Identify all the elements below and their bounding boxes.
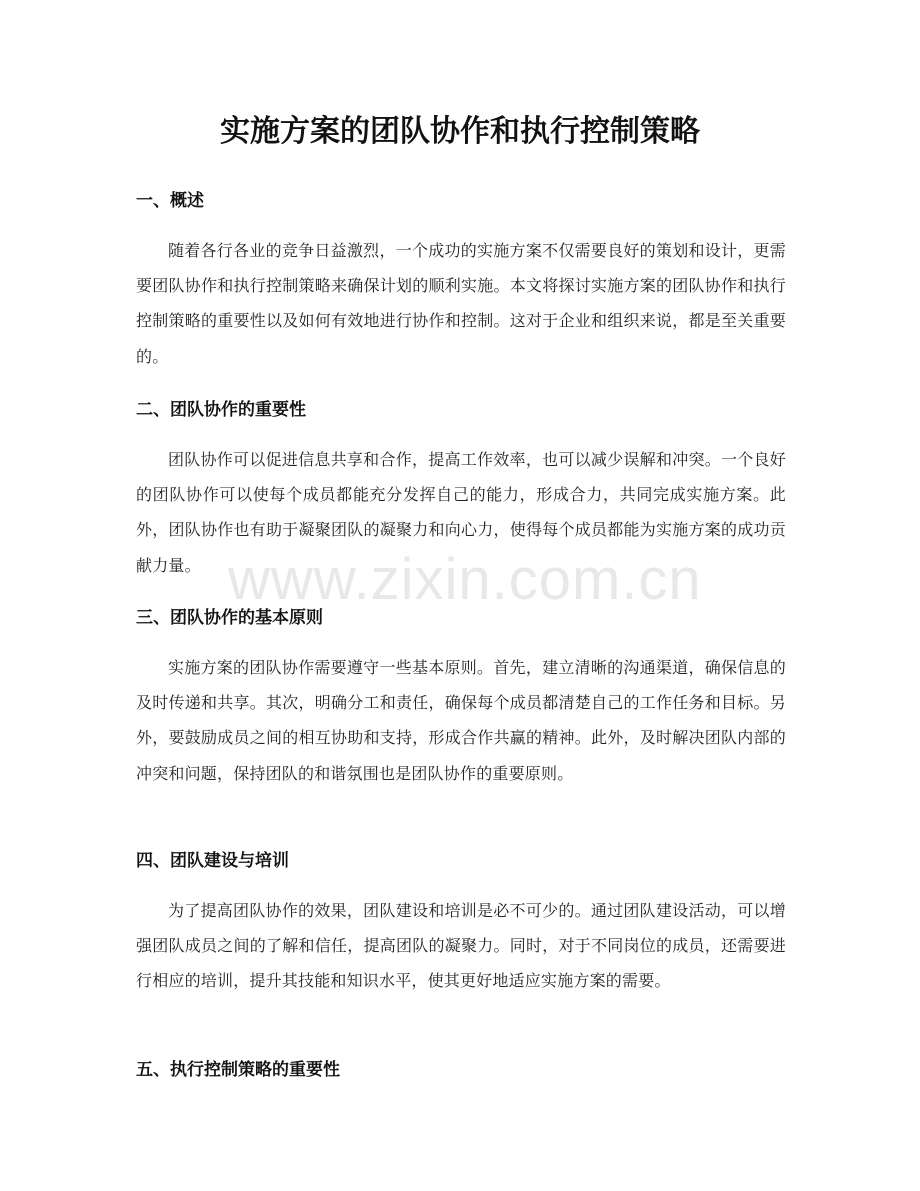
section-body-team-building: 为了提高团队协作的效果，团队建设和培训是必不可少的。通过团队建设活动，可以增强团队成员之间的了解和信任，提高团队的凝聚力。同时，对于不同岗位的成员，还需要进行相应的培训，提升其技能和知识水平，使其更好地适应实施方案的需要。 xyxy=(136,901,786,991)
section-heading-teamwork-principles: 三、团队协作的基本原则 xyxy=(136,608,323,628)
section-heading-teamwork-importance: 二、团队协作的重要性 xyxy=(136,400,306,420)
section-body-teamwork-principles: 实施方案的团队协作需要遵守一些基本原则。首先，建立清晰的沟通渠道，确保信息的及时传递和共享。其次，明确分工和责任，确保每个成员都清楚自己的工作任务和目标。另外，要鼓励成员之间的相互协助和支持，形成合作共赢的精神。此外，及时解决团队内部的冲突和问题，保持团队的和谐氛围也是团队协作的重要原则。 xyxy=(136,658,786,783)
section-heading-team-building: 四、团队建设与培训 xyxy=(136,851,289,871)
section-body-teamwork-importance: 团队协作可以促进信息共享和合作，提高工作效率，也可以减少误解和冲突。一个良好的团队协作可以使每个成员都能充分发挥自己的能力，形成合力，共同完成实施方案。此外，团队协作也有助于凝聚团队的凝聚力和向心力，使得每个成员都能为实施方案的成功贡献力量。 xyxy=(136,450,786,575)
section-heading-overview: 一、概述 xyxy=(136,191,204,211)
section-body-overview: 随着各行各业的竞争日益激烈，一个成功的实施方案不仅需要良好的策划和设计，更需要团队协作和执行控制策略来确保计划的顺利实施。本文将探讨实施方案的团队协作和执行控制策略的重要性以及如何有效地进行协作和控制。这对于企业和组织来说，都是至关重要的。 xyxy=(136,241,786,366)
document-title: 实施方案的团队协作和执行控制策略 xyxy=(220,114,700,149)
section-heading-execution-control: 五、执行控制策略的重要性 xyxy=(136,1060,340,1080)
watermark: www.zixin.com.cn xyxy=(228,547,702,612)
